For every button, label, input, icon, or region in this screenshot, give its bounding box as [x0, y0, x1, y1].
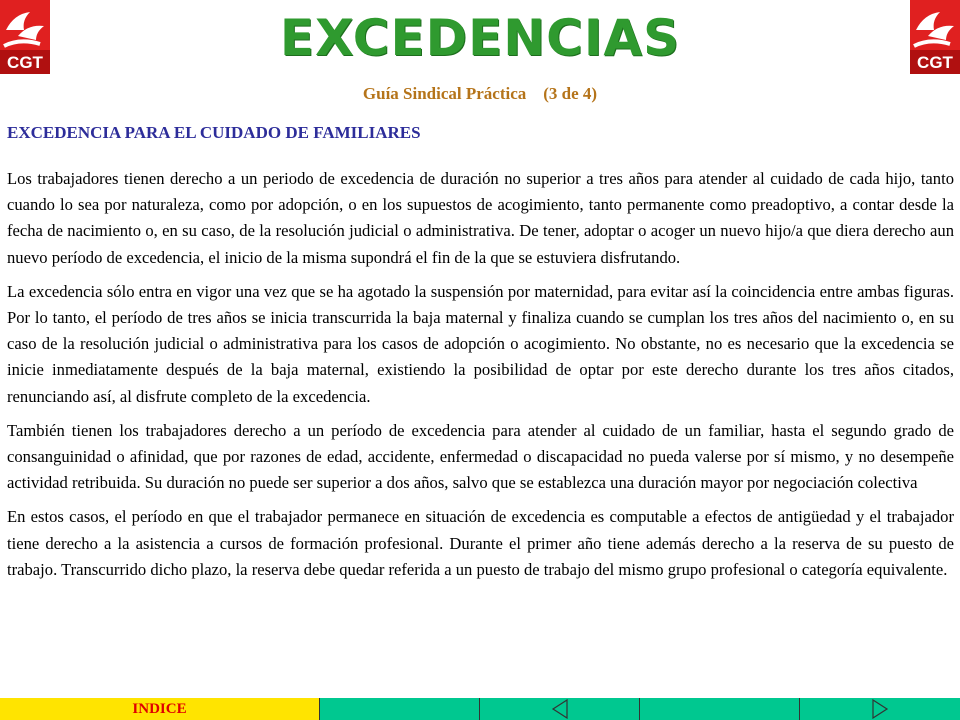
index-link[interactable]: INDICE: [0, 698, 320, 720]
body-text: [7, 166, 954, 591]
nav-blank-2: [640, 698, 800, 720]
triangle-left-icon: [551, 699, 569, 719]
navigation-bar: [0, 698, 960, 720]
paragraph-2: La excedencia sólo entra en vigor una vez que se ha agotado la suspensión por maternidad, para evitar así la coincidencia entre ambas figuras. Por lo tanto, el período de tres años se inicia transcurrida la baja maternal y finaliza cuando se cumplan los tres años del nacimiento o, en su caso de la resolución judicial o administrativa para los casos de adopción o acogimiento. No obstante, no es necesario que la excedencia se inicie inmediatamente después de la baja maternal, existiendo la posibilidad de optar por este derecho durante los tres años citados, renunciando así, al disfrute completo de la excedencia.: [7, 281, 954, 406]
logo-text: CGT: [917, 53, 953, 72]
logo-text: CGT: [7, 53, 43, 72]
triangle-right-icon: [871, 699, 889, 719]
paragraph-4: En estos casos, el período en que el trabajador permanece en situación de excedencia es computable a efectos de antigüedad y el trabajador tiene derecho a la asistencia a cursos de formación profesional. Durante el primer año tiene además derecho a la reserva de su puesto de trabajo. Transcurrido dicho plazo, la reserva debe quedar referida a un puesto de trabajo del mismo grupo profesional o categoría equivalente.: [7, 507, 954, 579]
prev-button[interactable]: [480, 698, 640, 720]
paragraph-1: Los trabajadores tienen derecho a un periodo de excedencia de duración no superior a tres años para atender al cuidado de cada hijo, tanto cuando lo sea por naturaleza, como por adopción, o en los supuestos de acogimiento, tanto permanente como preadoptivo, a contar desde la fecha de nacimiento o, en su caso, de la resolución judicial o administrativa. De tener, adoptar o acoger un nuevo hijo/a que diera derecho aun nuevo período de excedencia, el inicio de la misma supondrá el fin de la que se estuviera disfrutando.: [7, 169, 954, 267]
page-title: EXCEDENCIAS: [279, 9, 681, 67]
paragraph-3: También tienen los trabajadores derecho a un período de excedencia para atender al cuidado de un familiar, hasta el segundo grado de consanguinidad o afinidad, que por razones de edad, accidente, enfermedad o discapacidad no pueda valerse por sí mismo, y no desempeñe actividad retribuida. Su duración no puede ser superior a dos años, salvo que se establezca una duración mayor por negociación colectiva: [7, 420, 954, 493]
page-subtitle: Guía Sindical Práctica (3 de 4): [362, 84, 598, 103]
next-button[interactable]: [800, 698, 960, 720]
nav-blank-1: [320, 698, 480, 720]
section-heading: EXCEDENCIA PARA EL CUIDADO DE FAMILIARES: [7, 123, 421, 142]
